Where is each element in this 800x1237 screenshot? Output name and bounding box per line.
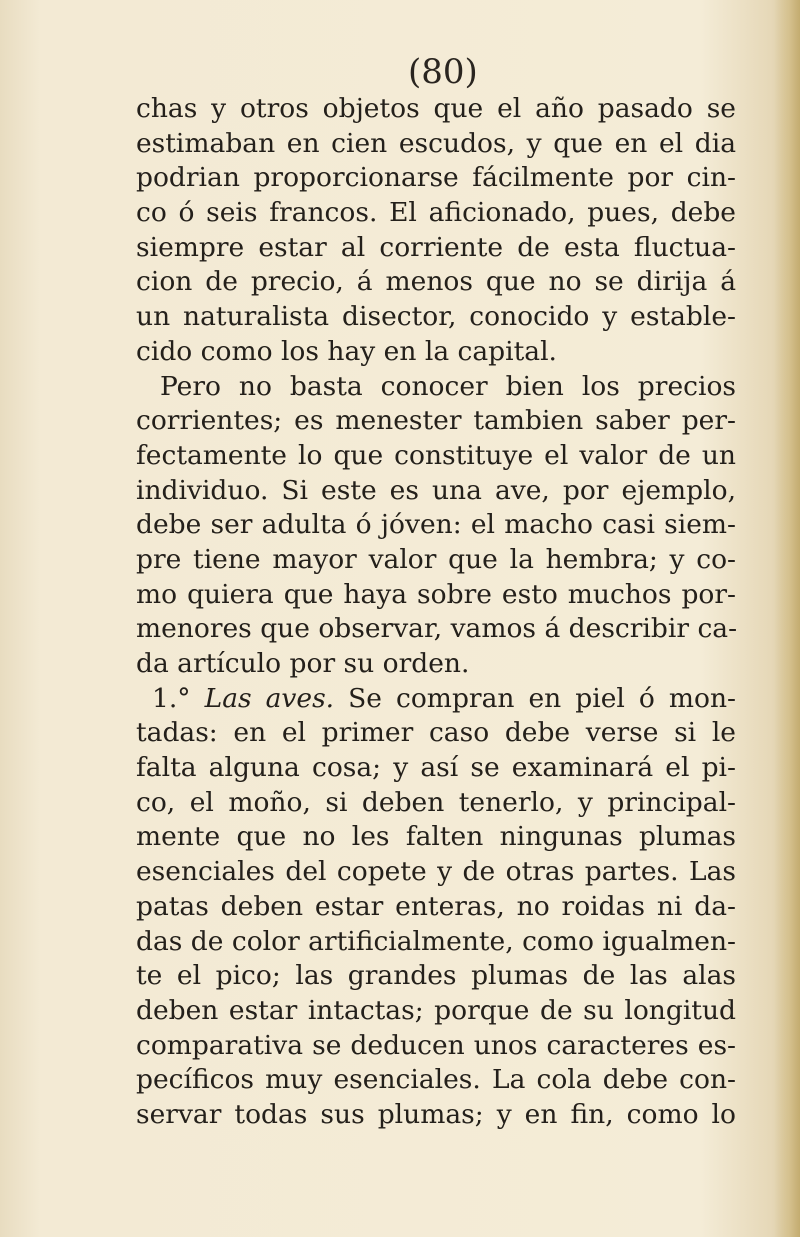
item-heading-line (136, 682, 736, 717)
page-number: (80) (408, 52, 478, 92)
item-rest: Se compran en piel ó mon- (334, 682, 736, 714)
text-line: chas y otros objetos que el año pasado se (136, 93, 736, 124)
text-line: cion de precio, á menos que no se dirija á (136, 266, 736, 298)
text-line: fectamente lo que constituye el valor de un (136, 439, 736, 471)
text-line: cido como los hay en la capital. (136, 335, 557, 367)
text-line: individuo. Si este es una ave, por ejemplo, (136, 474, 736, 506)
text-line: das de color artificialmente, como igualmen- (136, 925, 737, 957)
text-line: mo quiera que haya sobre esto muchos por- (136, 578, 736, 610)
text-line: comparativa se deducen unos caracteres es- (136, 1029, 736, 1061)
item-number: 1.° (152, 682, 191, 714)
text-line: co, el moño, si deben tenerlo, y principal- (136, 786, 736, 818)
text-line: co ó seis francos. El aficionado, pues, debe (136, 197, 736, 229)
text-line: mente que no les falten ningunas plumas (136, 821, 736, 853)
page-spine-shadow (774, 0, 800, 1237)
text-line: corrientes; es menester tambien saber per- (136, 405, 736, 437)
text-line: debe ser adulta ó jóven: el macho casi siem- (136, 509, 736, 541)
text-line: estimaban en cien escudos, y que en el dia (136, 127, 736, 159)
text-line: pecíficos muy esenciales. La cola debe con- (136, 1064, 736, 1096)
text-line: servar todas sus plumas; y en fin, como lo (136, 1098, 736, 1130)
body-text (136, 92, 736, 1133)
text-line: da artículo por su orden. (136, 648, 470, 679)
text-line: deben estar intactas; porque de su longitud (136, 994, 736, 1026)
text-line: siempre estar al corriente de esta fluctua- (136, 231, 736, 263)
text-line: un naturalista disector, conocido y estable- (136, 301, 736, 333)
text-line: Pero no basta conocer bien los precios (160, 370, 736, 402)
text-line: te el pico; las grandes plumas de las alas (136, 960, 736, 992)
text-line: menores que observar, vamos á describir ca- (136, 613, 738, 645)
text-line: patas deben estar enteras, no roidas ni da- (136, 890, 736, 922)
text-line: esenciales del copete y de otras partes. Las (136, 856, 736, 888)
text-line: pre tiene mayor valor que la hembra; y co- (136, 543, 736, 575)
item-title: Las aves. (204, 682, 335, 714)
text-line: falta alguna cosa; y así se examinará el pi- (136, 752, 736, 784)
text-line: tadas: en el primer caso debe verse si le (136, 717, 736, 749)
text-line: podrian proporcionarse fácilmente por cin- (136, 162, 736, 194)
